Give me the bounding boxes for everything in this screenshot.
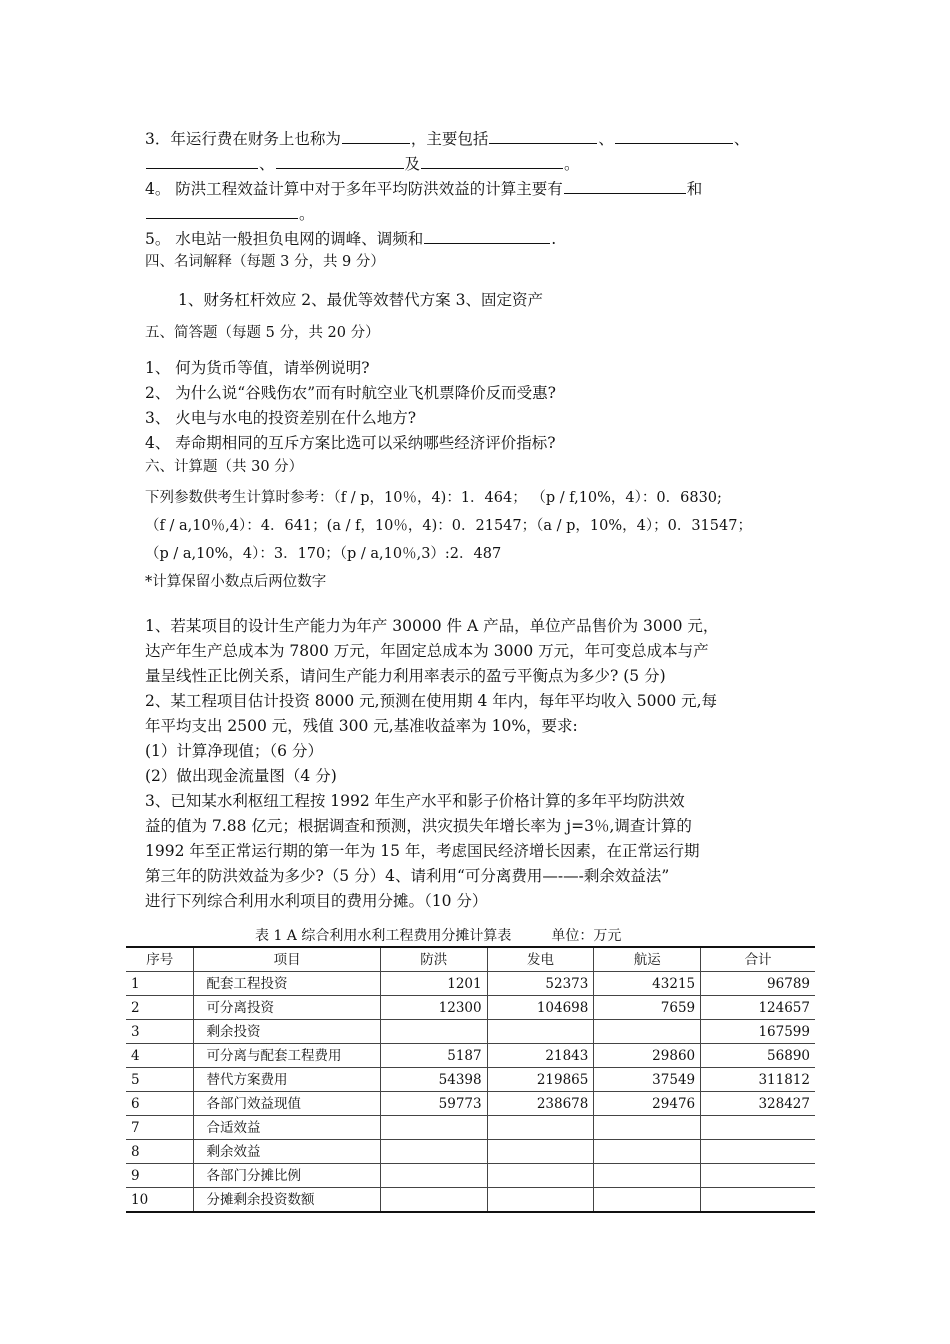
param-line-2: （f / a,10％,4）：4．641；(a / f，10％，4)：0．21547；（a / p，10%，4）；0．31547；	[145, 518, 752, 534]
problem-line-6: (1）计算净现值；（6 分）	[145, 742, 323, 760]
cell-flood	[380, 1188, 487, 1213]
cell-total: 56890	[701, 1044, 815, 1068]
cell-power	[487, 1188, 594, 1213]
q4-text-a: 4。 防洪工程效益计算中对于多年平均防洪效益的计算主要有	[145, 180, 563, 198]
cell-flood	[380, 1020, 487, 1044]
cell-power: 219865	[487, 1068, 594, 1092]
cell-flood: 5187	[380, 1044, 487, 1068]
cell-seq: 5	[126, 1068, 194, 1092]
q3-blank-1	[342, 128, 410, 144]
table-caption-title: 表 1 A 综合利用水利工程费用分摊计算表	[255, 928, 512, 944]
q3-sep-2: 、	[733, 130, 750, 148]
cell-power: 52373	[487, 972, 594, 996]
table-row	[126, 1044, 815, 1068]
cell-item: 各部门效益现值	[194, 1092, 380, 1116]
cell-flood	[380, 1140, 487, 1164]
cell-seq: 1	[126, 972, 194, 996]
cell-power: 104698	[487, 996, 594, 1020]
cell-seq: 8	[126, 1140, 194, 1164]
cell-power	[487, 1116, 594, 1140]
problem-line-4: 2、某工程项目估计投资 8000 元,预测在使用期 4 年内，每年平均收入 5000 元,每	[145, 692, 718, 710]
cell-item: 合适效益	[194, 1116, 380, 1140]
cell-item: 可分离投资	[194, 996, 380, 1020]
cell-total	[701, 1140, 815, 1164]
cell-flood	[380, 1164, 487, 1188]
cell-seq: 9	[126, 1164, 194, 1188]
cell-item: 配套工程投资	[194, 972, 380, 996]
q5-end: .	[551, 230, 557, 248]
cell-item: 剩余效益	[194, 1140, 380, 1164]
table-row	[126, 1164, 815, 1188]
cell-total	[701, 1188, 815, 1213]
problem-line-1: 1、若某项目的设计生产能力为年产 30000 件 A 产品，单位产品售价为 3000 元，	[145, 617, 719, 635]
cell-item: 可分离与配套工程费用	[194, 1044, 380, 1068]
q3-blank-3	[615, 128, 733, 144]
cell-shipping	[594, 1020, 701, 1044]
q3-blank-2	[489, 128, 597, 144]
problem-line-11: 第三年的防洪效益为多少?（5 分）4、请利用“可分离费用—-—-剩余效益法”	[145, 867, 670, 885]
cell-total: 328427	[701, 1092, 815, 1116]
cell-seq: 2	[126, 996, 194, 1020]
cell-total	[701, 1116, 815, 1140]
cell-flood: 1201	[380, 972, 487, 996]
q3-sep-1: 、	[598, 130, 614, 148]
problem-line-9: 益的值为 7.88 亿元；根据调查和预测，洪灾损失年增长率为 j=3％,调查计算的	[145, 817, 692, 835]
cell-total: 124657	[701, 996, 815, 1020]
question-3-line-1	[145, 128, 749, 149]
section-4-title: 四、名词解释（每题 3 分，共 9 分）	[145, 254, 385, 270]
cell-seq: 7	[126, 1116, 194, 1140]
section-5-item-1: 1、 何为货币等值，请举例说明?	[145, 359, 370, 377]
param-line-1: 下列参数供考生计算时参考：（f / p，10％，4)：1．464； （p / f,10%，4）：0．6830;	[145, 490, 722, 506]
cell-power: 238678	[487, 1092, 594, 1116]
header-flood: 防洪	[380, 947, 487, 972]
table-caption	[255, 925, 621, 945]
problem-line-12: 进行下列综合利用水利项目的费用分摊。（10 分）	[145, 892, 488, 910]
question-4-line-2	[145, 203, 315, 224]
cell-shipping: 7659	[594, 996, 701, 1020]
cell-total: 311812	[701, 1068, 815, 1092]
q4-blank-1	[564, 178, 686, 194]
section-6-title: 六、计算题（共 30 分）	[145, 459, 304, 475]
cell-seq: 10	[126, 1188, 194, 1213]
cell-seq: 4	[126, 1044, 194, 1068]
section-4-items: 1、财务杠杆效应 2、最优等效替代方案 3、固定资产	[178, 291, 543, 309]
cell-shipping	[594, 1140, 701, 1164]
rounding-note: *计算保留小数点后两位数字	[145, 574, 327, 590]
cell-seq: 6	[126, 1092, 194, 1116]
problem-line-8: 3、已知某水利枢纽工程按 1992 年生产水平和影子价格计算的多年平均防洪效	[145, 792, 685, 810]
table-row	[126, 1116, 815, 1140]
cell-shipping: 43215	[594, 972, 701, 996]
cell-shipping	[594, 1188, 701, 1213]
cell-power	[487, 1020, 594, 1044]
table-row	[126, 1092, 815, 1116]
q4-end: 。	[299, 205, 315, 223]
cell-item: 替代方案费用	[194, 1068, 380, 1092]
question-3-line-2	[145, 153, 580, 174]
problem-line-7: (2）做出现金流量图（4 分)	[145, 767, 337, 785]
q3-text-b: ，主要包括	[410, 130, 489, 148]
q5-blank	[424, 228, 550, 244]
cell-shipping: 29860	[594, 1044, 701, 1068]
param-line-3: （p / a,10%，4）：3．170；（p / a,10％,3）:2．487	[145, 546, 502, 562]
table-unit: 单位：万元	[551, 928, 622, 944]
table-row	[126, 1020, 815, 1044]
header-total: 合计	[701, 947, 815, 972]
cell-flood: 12300	[380, 996, 487, 1020]
table-row	[126, 1068, 815, 1092]
cell-total: 167599	[701, 1020, 815, 1044]
cell-item: 各部门分摊比例	[194, 1164, 380, 1188]
question-5	[145, 228, 556, 249]
table-row	[126, 1188, 815, 1213]
table-header-row	[126, 947, 815, 972]
cell-shipping: 29476	[594, 1092, 701, 1116]
q4-blank-2	[146, 203, 298, 219]
cell-flood: 54398	[380, 1068, 487, 1092]
q3-sep-3: 、	[259, 155, 275, 173]
cell-seq: 3	[126, 1020, 194, 1044]
question-4-line-1	[145, 178, 702, 199]
cell-flood	[380, 1116, 487, 1140]
cell-item: 分摊剩余投资数额	[194, 1188, 380, 1213]
cell-power: 21843	[487, 1044, 594, 1068]
table-row	[126, 1140, 815, 1164]
cell-item: 剩余投资	[194, 1020, 380, 1044]
cell-total: 96789	[701, 972, 815, 996]
problem-line-5: 年平均支出 2500 元，残值 300 元,基准收益率为 10%，要求:	[145, 717, 578, 735]
header-item: 项目	[194, 947, 380, 972]
cell-shipping	[594, 1116, 701, 1140]
problem-line-10: 1992 年至正常运行期的第一年为 15 年，考虑国民经济增长因素，在正常运行期	[145, 842, 700, 860]
q3-end: 。	[564, 155, 580, 173]
section-5-item-4: 4、 寿命期相同的互斥方案比选可以采纳哪些经济评价指标?	[145, 434, 556, 452]
cell-shipping: 37549	[594, 1068, 701, 1092]
problem-line-3: 量呈线性正比例关系，请问生产能力利用率表示的盈亏平衡点为多少? (5 分)	[145, 667, 666, 685]
cost-allocation-table	[126, 946, 815, 1213]
q3-sep-4: 及	[404, 155, 421, 173]
q5-text-a: 5。 水电站一般担负电网的调峰、调频和	[145, 230, 424, 248]
section-5-title: 五、简答题（每题 5 分，共 20 分）	[145, 325, 380, 341]
q3-blank-6	[421, 153, 563, 169]
cell-power	[487, 1164, 594, 1188]
cell-flood: 59773	[380, 1092, 487, 1116]
q3-blank-4	[146, 153, 258, 169]
q4-text-b: 和	[686, 180, 703, 198]
table-row	[126, 972, 815, 996]
cell-power	[487, 1140, 594, 1164]
header-shipping: 航运	[594, 947, 701, 972]
cell-total	[701, 1164, 815, 1188]
section-5-item-2: 2、 为什么说“谷贱伤农”而有时航空业飞机票降价反而受惠?	[145, 384, 556, 402]
section-5-item-3: 3、 火电与水电的投资差别在什么地方?	[145, 409, 417, 427]
problem-line-2: 达产年生产总成本为 7800 万元，年固定总成本为 3000 万元，年可变总成本与产	[145, 642, 709, 660]
table-row	[126, 996, 815, 1020]
cell-shipping	[594, 1164, 701, 1188]
q3-blank-5	[276, 153, 404, 169]
q3-text-a: 3．年运行费在财务上也称为	[145, 130, 341, 148]
header-power: 发电	[487, 947, 594, 972]
header-seq: 序号	[126, 947, 194, 972]
